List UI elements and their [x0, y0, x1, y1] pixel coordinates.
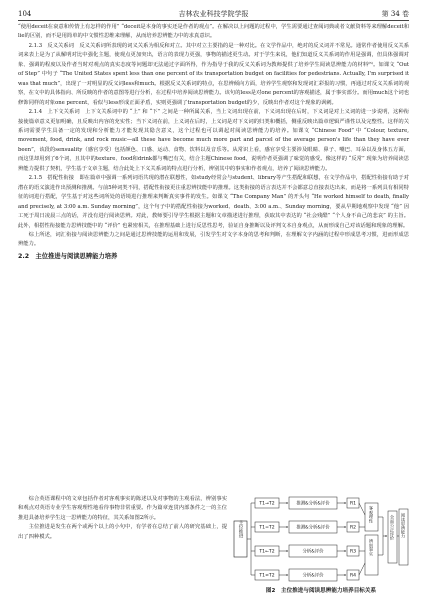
- process-label: 推测&分析&评价: [296, 525, 330, 531]
- t-label: T1→T2: [259, 501, 275, 507]
- journal-title: 吉林农业科技学院学报: [178, 10, 249, 18]
- lower-column: [18, 495, 227, 542]
- process-label: 分析&评价: [302, 549, 324, 555]
- paragraph: “使用deceit在衰意和传情上有怎样的作用” “deceit是本身的事实还是作者的观点”。在解决以上问题的过程中，学生需要通过查阅词典或者文献资料等来理解deceit和lie的区别，而不是用简单的中文惯性思维来理解，从而培养思辨能力中的求真意识。: [18, 24, 409, 40]
- outcome-label: 客观理性: [369, 506, 374, 523]
- section-heading: [18, 251, 409, 262]
- article-body: [18, 23, 409, 262]
- progression-rows: [251, 497, 365, 581]
- paragraph: 主位推进是发生在两个或两个以上的小句中，有学者在总结了前人的研究基础上，提出了四种模式。: [18, 524, 227, 540]
- figure-caption: 图2 主位推进与阅读思辨能力培养目标关系: [265, 588, 377, 594]
- outcome-label: 全面公正评价: [390, 515, 395, 541]
- page-number: 104: [18, 10, 32, 18]
- paragraph: 2.1.5 搭配性衔接 即在篇章中强调一系列词语共现的潜在联想性，如study经常会与student、library等产生搭配和联想，在文学作品中，搭配性衔接有助于对潜在的语义演进作出预测和推测。与前5种词类不同，搭配性衔接更注重思辨技能中的推理。这类衔接的语言表达并不会都意总直接表达出来，而是将一系列具有相同特征的词进行搭配，学生基于对这些词所处的语境进行推理来判断真实事件的发生。如课文 “The Company Man” 的开头句 “He worked himself to death, finally and precisely, at 3:00 a.m. Sunday morning”，这个句子中的搭配性衔接为worked、death、3:00 a.m.、Sunday morning，要从早期地观察中发现 “他” 因工死于周日凌晨三点的话，并没有进行阅读思辨。对此，教师要引导学生根据主题和文章描述进行推理，获取其中表达的 “社会残酷” “个人身不由己的悲哀” 的主旨。此外，相搭性衔接能力思辨技能中的 “评价” 也紧密相关，在推理基础上进行反思性思考，验证自身推断以及评判文本自身观点，从而形成自己对该话题和现象的理解。: [18, 175, 409, 229]
- t-label: T1=T2: [259, 525, 275, 531]
- paragraph: 综合英语课程中的文章包括作者对客观事实的陈述以及对事物的主观看法，辨别事实和观点对英语专业学生客观理性地看待事物非常重要。作为篇章连贯内部条件之一的主位推进具备培养学生这一思辨能力的特征，其关系如图2所示。: [18, 496, 227, 521]
- process-label: 推测&分析&评价: [296, 501, 330, 507]
- running-header: [18, 8, 409, 21]
- section-title: 主位推进与阅读思辨能力培养: [35, 252, 118, 260]
- r-label: R3: [349, 549, 357, 555]
- paragraph: 综上所述，词汇衔接与阅读思辨能力之间是通过思辨技能的运用和发展，引发学生对文字本身的思考和判断，在理解文字内涵的过程中形成思考习惯，进而形成思辨能力。: [18, 231, 409, 248]
- outcome-label: 辨别事实: [369, 539, 374, 556]
- r-label: R1: [349, 501, 357, 507]
- outcome-label: 阅读思辨能力: [401, 513, 406, 539]
- paragraph: 2.1.3 反义关系词 反义关系词所表现的词义关系为相反和对立。其中对立主要指的是一种对比。在文学作品中，绝对的反义词并不常见。通常作者使用反义关系词来表上是为了从解明对比中强化主题，使观点更加突出，语言的表现力更强，事物的描述更生动。对于学生来说，他们知道反义关系词的作用是强调，但具体强调对象、强调的程度以及作者当时对观点的真实态度等问题却无法通过字面所得，作为指导于我的反义关系词为教师提供了培养学生阅读思辨能力的材料⁽⁶⁾。如课文 “Out of Step” 中句子 “The United States spent less than one percent of its transportation budget on facilities for pedestrians. Actually, I'm surprised it was that much”，出现了一对明显的反义词less和much。根据反义关系词的特点，在思辨倾向方面，培养学生观察和发现词汇彩报的习惯，再通过对反义关系词的观察，在文中的具体指向、所反映的作者的意图等进行分析，在过程中培养阅读思辨能力。该句的less是对one percent的客观描述，属于事实部分。而用much这个词也修饰同样的对象one percent，看似与less形成正面矛盾，实则更强调了transportation budget的少，反映出作者对这个现象的讽刺。: [18, 42, 409, 106]
- figure-diagram: [233, 491, 409, 587]
- r-label: R4: [349, 573, 357, 579]
- t-label: T1≈T2: [259, 573, 275, 579]
- section-number: 2.2: [18, 252, 30, 260]
- paragraph: 2.1.4 上下文关系词 上下文关系词中的 “上” 和 “下” 之间是一种所属关系，当上文词出现在前，下义词出现在后时，下义词是对上义词的进一步说明，这种衔接使篇章意义更加明确，且反映出内容的充实性；当下义词在前，上义词在后时，上义词是对下义词的归类和概括，侧重反映出篇章逻辑严谨性以及完整性。这样的关系词需要学生具备一定的发现和分析能力才能发现其隐含意义，这个过程也可以调起对阅读思辨能力的培养。如课文 “Chinese Food” 中 “Colour, texture, movement, food, drink, and rock music—all these have become much more part and parcel of the average person's life than they have ever been”，该段的sensuality（感官享受）包括颜色、口感、运动、食物、饮料以及音乐等。从常识上看，感官享受主要涉及眼睛、鼻子、嘴巴、耳朵以及身体五方面，而这里却用到了6个词，且其中的texture、food和drink都与嘴巴有关，结合主题Chinese food，说明作者更强调了味觉的感受。像这样的 “反常” 现象为培养阅读思辨能力提供了契机，学生基于文章主题，结合此处上下义关系词的特点进行分析，辨别其中的事实和作者观点，培养了阅读思辨能力。: [18, 109, 409, 172]
- r-label: R2: [349, 525, 357, 531]
- process-label: 分析&评价: [302, 573, 324, 579]
- volume-label: 第 34 卷: [381, 10, 409, 18]
- t-label: T1←T2: [259, 549, 275, 555]
- theme-progression-label: 主位推进: [238, 519, 243, 539]
